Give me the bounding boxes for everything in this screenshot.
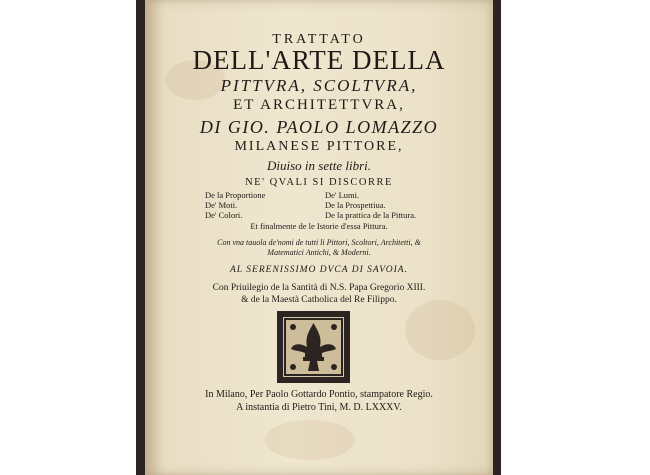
subject-prattica: De la prattica de la Pittura. bbox=[325, 210, 417, 220]
subject-moti: De' Moti. bbox=[205, 200, 238, 210]
privilege-line2: & de la Maestà Catholica del Re Filippo. bbox=[241, 295, 397, 305]
index-note-line2: Matematici Antichi, & Moderni. bbox=[267, 248, 371, 257]
subjects-heading: NE' QVALI SI DISCORRE bbox=[245, 177, 393, 188]
author-line: DI GIO. PAOLO LOMAZZO bbox=[199, 117, 439, 137]
title-line-pittura: PITTVRA, SCOLTVRA, bbox=[220, 76, 418, 95]
subject-colori: De' Colori. bbox=[205, 210, 243, 220]
index-note-line1: Con vna tauola de'nomi de tutti li Pittori, Scoltori, Architetti, & bbox=[217, 238, 421, 247]
subject-prospettiua: De la Prospettiua. bbox=[325, 200, 386, 210]
privilege-line1: Con Priuilegio de la Santità di N.S. Papa Gregorio XIII. bbox=[212, 283, 426, 293]
treatise-heading: TRATTATO bbox=[272, 32, 366, 47]
imprint-line2: A instantia di Pietro Tini, M. D. LXXXV. bbox=[236, 402, 402, 413]
imprint-line1: In Milano, Per Paolo Gottardo Pontio, stampatore Regio. bbox=[205, 389, 433, 400]
subject-istorie: Et finalmente de le Istorie d'essa Pittura. bbox=[250, 221, 388, 231]
subject-proportione: De la Proportione bbox=[205, 190, 266, 200]
main-title: DELL'ARTE DELLA bbox=[192, 45, 446, 75]
title-line-architettura: ET ARCHITETTVRA, bbox=[233, 97, 405, 113]
dedication: AL SERENISSIMO DVCA DI SAVOIA. bbox=[230, 265, 408, 275]
volume-division: Diuiso in sette libri. bbox=[267, 158, 371, 173]
fleur-de-lis-ornament bbox=[283, 317, 344, 377]
title-page-text bbox=[145, 0, 493, 475]
printers-device bbox=[277, 311, 350, 383]
author-description: MILANESE PITTORE, bbox=[234, 139, 404, 154]
subject-lumi: De' Lumi. bbox=[325, 190, 360, 200]
